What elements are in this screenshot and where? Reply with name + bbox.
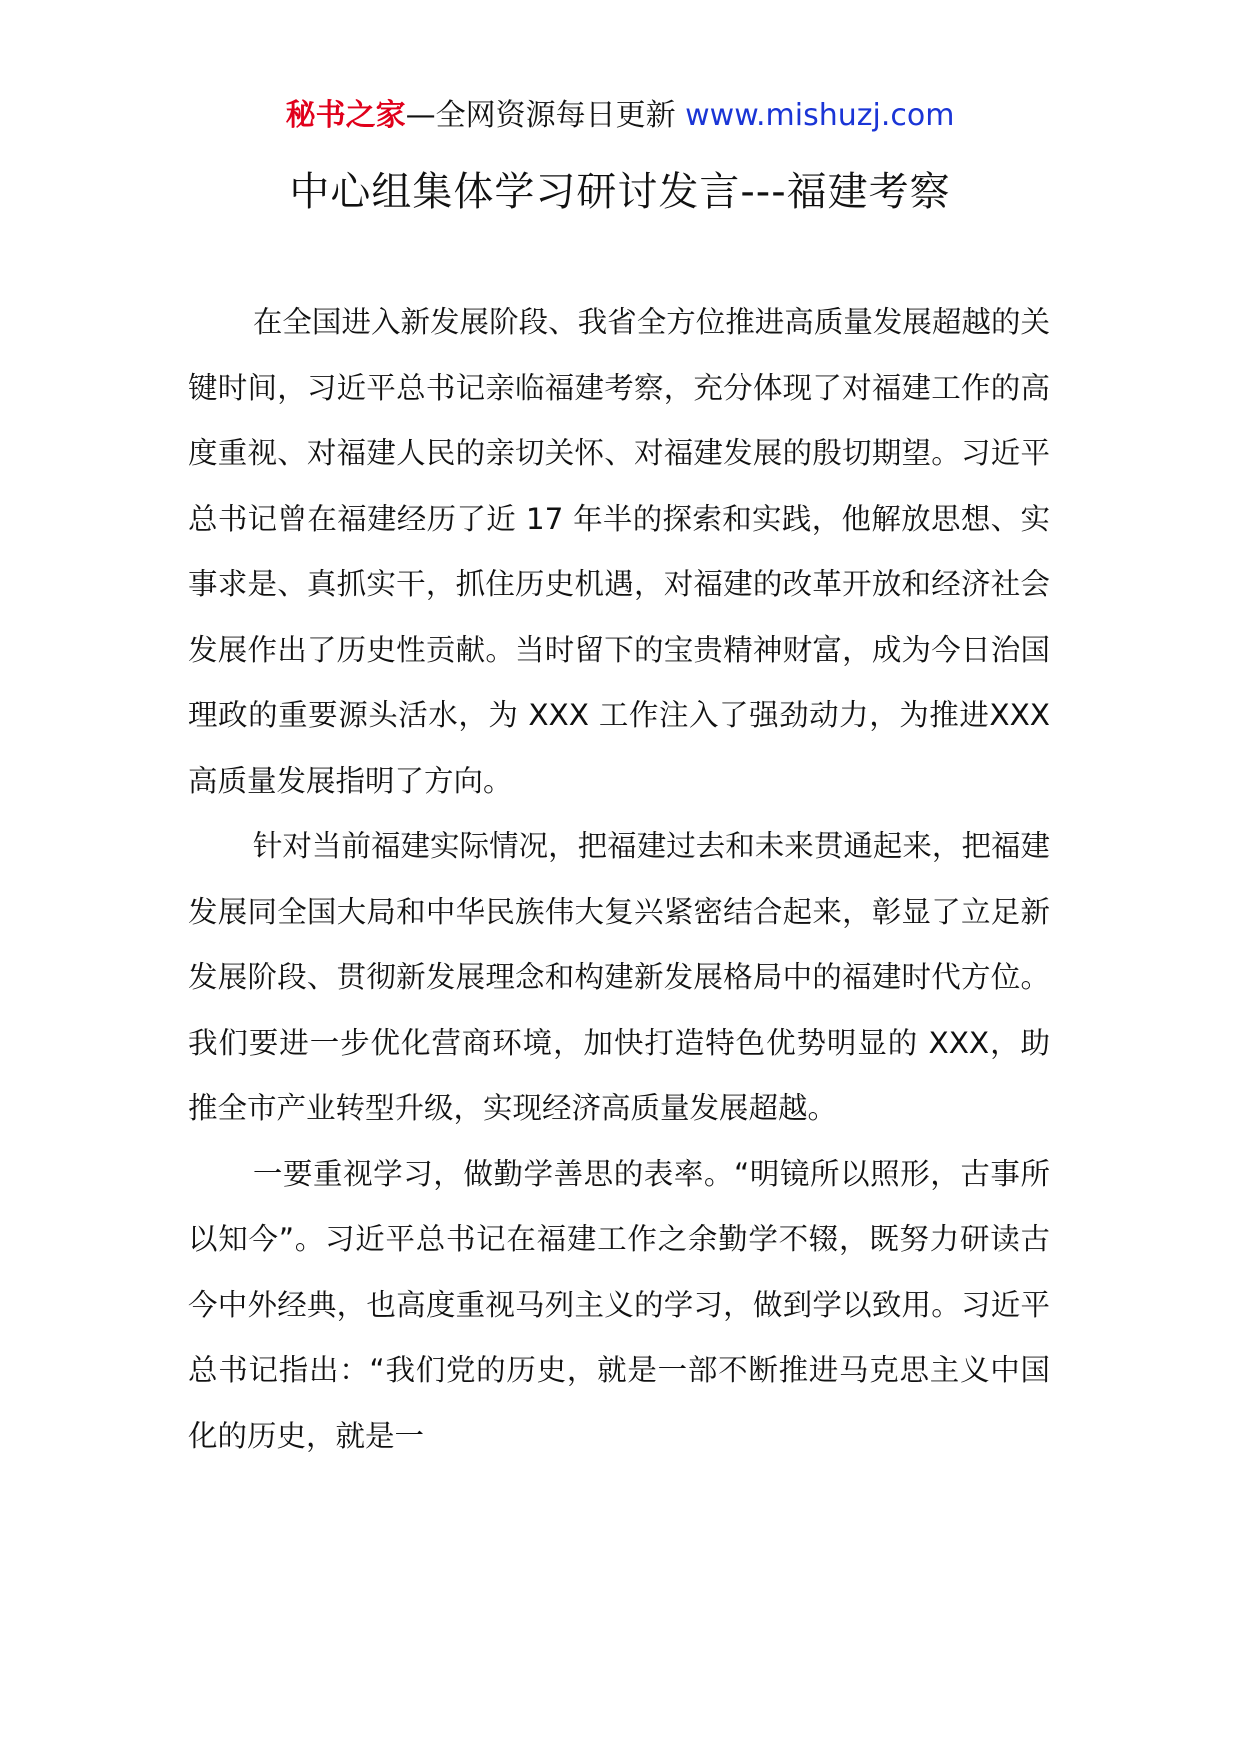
site-url-link[interactable]: www.mishuzj.com — [685, 98, 955, 133]
site-tagline: —全网资源每日更新 — [405, 98, 676, 133]
site-header — [0, 96, 1240, 136]
paragraph-1: 在全国进入新发展阶段、我省全方位推进高质量发展超越的关键时间，习近平总书记亲临福建考察，充分体现了对福建工作的高度重视、对福建人民的亲切关怀、对福建发展的殷切期望。习近平总书记曾在福建经历了近 17 年半的探索和实践，他解放思想、实事求是、真抓实干，抓住历史机遇，对福建的改革开放和经济社会发展作出了历史性贡献。当时留下的宝贵精神财富，成为今日治国理政的重要源头活水，为 XXX 工作注入了强劲动力，为推进XXX 高质量发展指明了方向。 — [188, 305, 1050, 798]
document-body — [188, 290, 1050, 1730]
paragraph-2: 针对当前福建实际情况，把福建过去和未来贯通起来，把福建发展同全国大局和中华民族伟大复兴紧密结合起来，彰显了立足新发展阶段、贯彻新发展理念和构建新发展格局中的福建时代方位。我们要进一步优化营商环境，加快打造特色优势明显的 XXX，助推全市产业转型升级，实现经济高质量发展超越。 — [188, 829, 1050, 1125]
paragraph-3: 一要重视学习，做勤学善思的表率。“明镜所以照形，古事所以知今”。习近平总书记在福建工作之余勤学不辍，既努力研读古今中外经典，也高度重视马列主义的学习，做到学以致用。习近平总书记指出：“我们党的历史，就是一部不断推进马克思主义中国化的历史，就是一 — [188, 1156, 1050, 1453]
document-title: 中心组集体学习研讨发言---福建考察 — [289, 169, 951, 215]
brand-name: 秘书之家 — [285, 98, 406, 133]
